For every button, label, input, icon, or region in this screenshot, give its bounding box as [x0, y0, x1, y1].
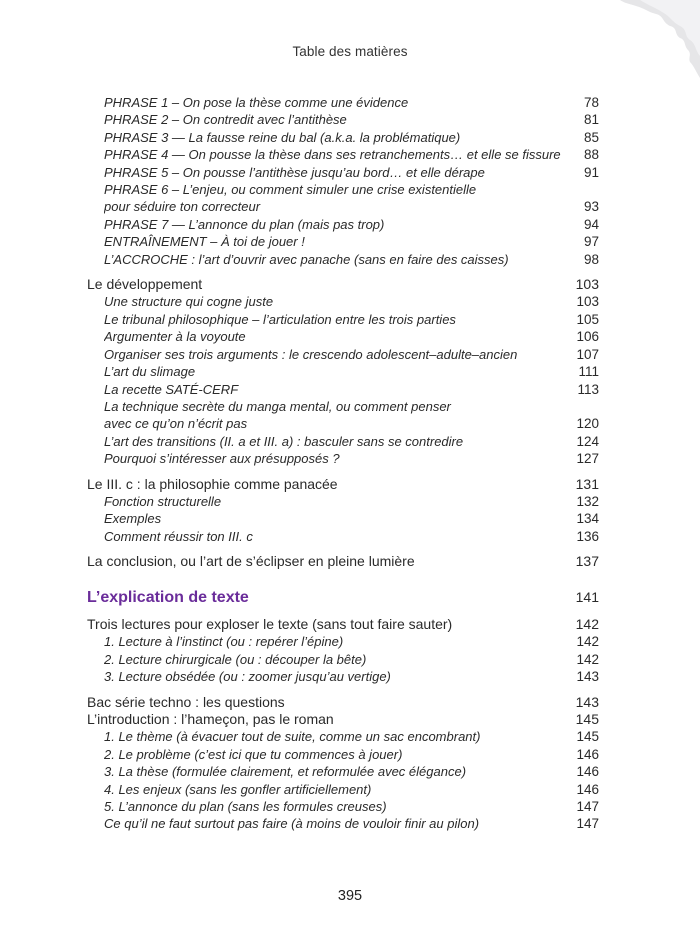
toc-entry — [87, 381, 599, 398]
toc-entry — [87, 363, 599, 380]
toc-part-title: L’explication de texte — [87, 588, 249, 606]
toc-entry-title: Comment réussir ton III. c — [104, 528, 253, 544]
toc-entry-title: PHRASE 2 – On contredit avec l’antithèse — [104, 112, 347, 128]
toc-entry-title: Exemples — [104, 511, 162, 527]
toc-entry — [87, 293, 599, 310]
toc-entry — [87, 746, 599, 763]
toc-entry — [87, 129, 599, 146]
toc-entry-page: 105 — [576, 311, 599, 327]
toc-entry-page: 136 — [576, 528, 599, 544]
toc-entry-page: 88 — [583, 147, 599, 163]
toc-entry-page: 111 — [578, 364, 599, 380]
toc-entry-title: pour séduire ton correcteur — [104, 199, 261, 215]
toc-entry-page: 132 — [576, 493, 599, 509]
toc-entry-page: 146 — [576, 781, 599, 797]
toc-chapter-title: Bac série techno : les questions — [87, 693, 285, 710]
toc-entry — [87, 233, 599, 250]
toc-entry — [87, 164, 599, 181]
toc-entry — [87, 651, 599, 668]
toc-chapter-page: 145 — [575, 711, 599, 727]
toc-chapter-title: Le développement — [87, 276, 203, 293]
toc-chapter-title: La conclusion, ou l’art de s’éclipser en pleine lumière — [87, 553, 415, 570]
toc-entry-title: PHRASE 3 — La fausse reine du bal (a.k.a. la problématique) — [104, 129, 461, 145]
toc-entry — [87, 450, 599, 467]
toc-entry — [87, 633, 599, 650]
toc-entry-page: 93 — [583, 199, 599, 215]
toc-entry-title: 1. Lecture à l’instinct (ou : repérer l’épine) — [104, 634, 344, 650]
toc-entry — [87, 433, 599, 450]
toc-entry-page: 146 — [576, 764, 599, 780]
page-number: 395 — [337, 888, 363, 904]
toc-part — [87, 589, 599, 606]
toc-entry — [87, 328, 599, 345]
toc-entry-page: 107 — [576, 346, 599, 362]
toc-entry-page: 97 — [583, 234, 599, 250]
toc-entry-title: 1. Le thème (à évacuer tout de suite, comme un sac encombrant) — [104, 729, 481, 745]
toc-entry-title: PHRASE 4 — On pousse la thèse dans ses retranchements… et elle se fissure — [104, 147, 561, 163]
toc-entry — [87, 415, 599, 432]
toc-chapter — [87, 711, 599, 728]
toc-entry-page: 106 — [576, 329, 599, 345]
toc-entry — [87, 398, 599, 415]
toc-entry — [87, 493, 599, 510]
toc-entry — [87, 510, 599, 527]
toc-chapter-page: 103 — [575, 276, 599, 293]
toc-entry — [87, 815, 599, 832]
running-head: Table des matières — [292, 44, 408, 59]
toc-entry-title: L’ACCROCHE : l’art d’ouvrir avec panache (sans en faire des caisses) — [104, 251, 509, 267]
toc-entry-title: 4. Les enjeux (sans les gonfler artificiellement) — [104, 781, 372, 797]
toc-chapter — [87, 476, 599, 493]
toc-entry-title: L’art du slimage — [104, 364, 196, 380]
toc-entry-page: 146 — [576, 746, 599, 762]
toc-chapter-page: 137 — [575, 553, 599, 570]
toc-entry-page: 91 — [583, 164, 599, 180]
toc-entry-title: 3. La thèse (formulée clairement, et reformulée avec élégance) — [104, 764, 467, 780]
torn-corner-decoration — [600, 0, 700, 80]
toc-entry-title: avec ce qu’on n’écrit pas — [104, 416, 248, 432]
toc-entry — [87, 668, 599, 685]
toc-chapter-title: L’introduction : l’hameçon, pas le roman — [87, 711, 334, 727]
toc-entry — [87, 346, 599, 363]
toc-entry — [87, 251, 599, 268]
toc-entry — [87, 216, 599, 233]
toc-chapter-page: 143 — [575, 693, 599, 710]
toc-entry-title: Argumenter à la voyoute — [104, 329, 246, 345]
toc-entry-title: Organiser ses trois arguments : le crescendo adolescent–adulte–ancien — [104, 346, 518, 362]
toc-entry-page: 120 — [576, 416, 599, 432]
toc-entry-title: PHRASE 6 – L’enjeu, ou comment simuler une crise existentielle — [104, 182, 477, 198]
toc-entry — [87, 146, 599, 163]
toc-entry-title: 2. Lecture chirurgicale (ou : découper la bête) — [104, 651, 367, 667]
toc-chapter — [87, 276, 599, 293]
toc-entry-title: ENTRAÎNEMENT – À toi de jouer ! — [104, 234, 305, 250]
toc-entry-page: 78 — [583, 95, 599, 110]
toc-entry-page: 145 — [576, 729, 599, 745]
toc-entry — [87, 528, 599, 545]
toc-entry-title: La technique secrète du manga mental, ou comment penser — [104, 398, 451, 414]
toc-entry-title: Fonction structurelle — [104, 493, 222, 509]
toc-entry-title: PHRASE 7 — L’annonce du plan (mais pas trop) — [104, 216, 385, 232]
toc-chapter-page: 142 — [575, 615, 599, 632]
toc-chapter-title: Trois lectures pour exploser le texte (sans tout faire sauter) — [87, 615, 453, 632]
toc-chapter — [87, 616, 599, 633]
toc-entry-title: Le tribunal philosophique – l’articulation entre les trois parties — [104, 311, 456, 327]
toc-entry-title: La recette SATÉ-CERF — [104, 381, 239, 397]
toc-entry-title: 3. Lecture obsédée (ou : zoomer jusqu’au vertige) — [104, 669, 391, 685]
toc-entry — [87, 181, 599, 198]
toc-entry-title: PHRASE 5 – On pousse l’antithèse jusqu’au bord… et elle dérape — [104, 164, 485, 180]
toc-entry-page: 81 — [583, 112, 599, 128]
toc-entry-page: 142 — [576, 634, 599, 650]
toc-entry — [87, 94, 599, 111]
toc-entry — [87, 728, 599, 745]
toc-entry-page: 94 — [583, 216, 599, 232]
toc-entry-page: 124 — [576, 433, 599, 449]
toc-entry — [87, 111, 599, 128]
toc-entry-page: 134 — [576, 511, 599, 527]
toc-entry-title: Pourquoi s’intéresser aux présupposés ? — [104, 451, 340, 467]
toc-chapter-page: 131 — [575, 475, 599, 492]
toc-entry-title: 2. Le problème (c’est ici que tu commences à jouer) — [104, 746, 403, 762]
toc-entry-title: Ce qu’il ne faut surtout pas faire (à moins de vouloir finir au pilon) — [104, 816, 480, 832]
toc-entry — [87, 311, 599, 328]
toc-entry-page: 147 — [576, 799, 599, 815]
toc-entry-page: 113 — [577, 381, 599, 397]
toc-entry-page: 103 — [576, 294, 599, 310]
toc-entry — [87, 798, 599, 815]
toc-chapter — [87, 694, 599, 711]
toc-entry-page: 85 — [583, 129, 599, 145]
toc-entry-page: 142 — [576, 651, 599, 667]
table-of-contents — [87, 94, 599, 833]
toc-chapter-title: Le III. c : la philosophie comme panacée — [87, 475, 338, 492]
toc-entry — [87, 781, 599, 798]
toc-entry — [87, 763, 599, 780]
toc-chapter — [87, 553, 599, 570]
toc-entry-title: L’art des transitions (II. a et III. a) : basculer sans se contredire — [104, 433, 464, 449]
toc-entry-title: Une structure qui cogne juste — [104, 294, 274, 310]
toc-entry-title: PHRASE 1 – On pose la thèse comme une évidence — [104, 95, 409, 110]
toc-entry-page: 127 — [576, 451, 599, 467]
toc-entry-page: 143 — [576, 669, 599, 685]
toc-entry — [87, 198, 599, 215]
toc-entry-page: 98 — [583, 251, 599, 267]
toc-part-page: 141 — [575, 588, 599, 605]
toc-entry-page: 147 — [576, 816, 599, 832]
toc-entry-title: 5. L’annonce du plan (sans les formules creuses) — [104, 799, 387, 815]
